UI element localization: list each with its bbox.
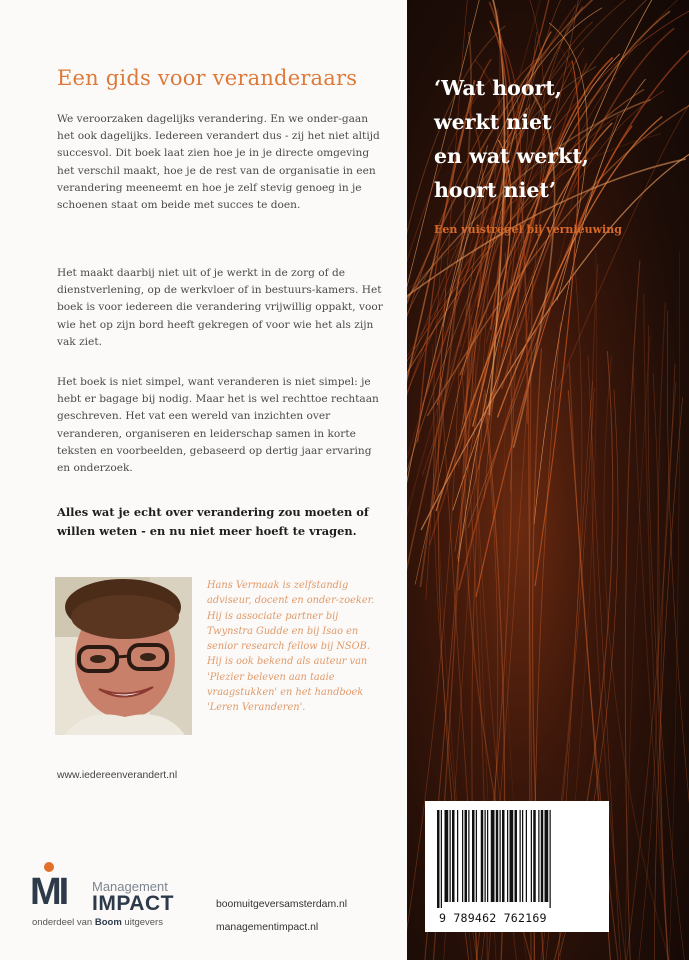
logo-tagline-suffix: uitgevers bbox=[124, 917, 163, 928]
barcode-bar bbox=[457, 810, 458, 902]
barcode-bar bbox=[462, 810, 463, 902]
barcode-bar bbox=[485, 810, 486, 902]
barcode-bar bbox=[545, 810, 549, 902]
barcode-bar bbox=[500, 810, 501, 902]
cover-quote bbox=[434, 71, 589, 207]
barcode-bar bbox=[496, 810, 499, 902]
logo-tagline bbox=[32, 917, 163, 928]
barcode-bar bbox=[515, 810, 518, 902]
barcode-bar bbox=[452, 810, 455, 902]
closing-statement: Alles wat je echt over verandering zou moeten of willen weten - en nu niet meer hoeft te vragen. bbox=[57, 505, 369, 538]
paragraph-approach: Het boek is niet simpel, want veranderen is niet simpel: je hebt er bagage bij nodig. Maar het is wel rechttoe rechtaan geschreven. Het vat een wereld van inzichten over veranderen, organiseren en leiderschap samen in korte teksten en voorbeelden, gebaseerd op dertig jaar ervaring en onderzoek. bbox=[57, 376, 379, 475]
publisher-url-boom[interactable]: boomuitgeversamsterdam.nl bbox=[216, 899, 348, 910]
barcode-bar bbox=[526, 810, 527, 902]
barcode-bar bbox=[445, 810, 449, 902]
logo-word-impact: IMPACT bbox=[92, 892, 174, 915]
barcode-bar bbox=[533, 810, 536, 902]
publisher-url-mi[interactable]: managementimpact.nl bbox=[216, 922, 319, 933]
barcode-bar bbox=[522, 810, 523, 902]
barcode-bar bbox=[468, 810, 469, 902]
barcode-bar bbox=[481, 810, 484, 902]
quote-line-1: ‘Wat hoort, bbox=[434, 76, 562, 100]
spark-trail bbox=[667, 311, 689, 960]
barcode-bar bbox=[550, 810, 551, 908]
barcode-bar bbox=[541, 810, 544, 902]
barcode-bar bbox=[507, 810, 508, 902]
logo-tagline-brand: Boom bbox=[94, 917, 122, 928]
barcode-bar bbox=[538, 810, 539, 902]
barcode-bar bbox=[476, 810, 477, 902]
quote-line-3: en wat werkt, bbox=[434, 144, 589, 168]
barcode-bar bbox=[487, 810, 488, 902]
spark-trail bbox=[669, 251, 679, 960]
quote-line-4: hoort niet’ bbox=[434, 178, 556, 202]
quote-subtitle: Een vuistregel bij vernieuwing bbox=[434, 223, 622, 236]
barcode-bar bbox=[510, 810, 514, 902]
author-bio: Hans Vermaak is zelfstandig adviseur, docent en onder-zoeker. Hij is associate partner bij Twynstra Gudde en bij Isao en senior research fellow bij NSOB. Hij is ook bekend als auteur van 'Plezier beleven aan taaie vraagstukken' en het handboek 'Leren Veranderen'. bbox=[207, 580, 375, 714]
spark-trail bbox=[639, 374, 659, 960]
isbn-number: 9 789462 762169 bbox=[439, 911, 547, 925]
website-link[interactable]: www.iedereenverandert.nl bbox=[57, 770, 178, 781]
logo-letters: MI bbox=[30, 871, 67, 913]
author-photo bbox=[55, 577, 192, 735]
spark-trail bbox=[648, 326, 684, 960]
management-impact-logo bbox=[30, 862, 210, 932]
logo-word-management: Management bbox=[92, 879, 168, 894]
paragraph-audience: Het maakt daarbij niet uit of je werkt in de zorg of de dienstverlening, op de werkvloer of in bestuurs-kamers. Het boek is voor iedereen die verandering vrijwillig oppakt, voor wie het op zijn bord heeft gekregen of voor wie het als zijn vak ziet. bbox=[57, 267, 383, 348]
barcode-bar bbox=[531, 810, 532, 902]
isbn-barcode bbox=[425, 801, 609, 932]
barcode-bar bbox=[450, 810, 451, 902]
paragraph-intro: We veroorzaken dagelijks verandering. En we onder-gaan het ook dagelijks. Iedereen verandert dus - zij het niet altijd succesvol. Dit boek laat zien hoe je in je directe omgeving het verschil maakt, hoe je de rest van de organisatie in een verandering meeneemt en hoe je zelf stevig genoeg in je schoenen staat om beide met succes te doen. bbox=[57, 113, 380, 212]
section-heading: Een gids voor veranderaars bbox=[57, 66, 358, 90]
spark-trail bbox=[626, 363, 675, 960]
barcode-bar bbox=[437, 810, 440, 908]
barcode-bars bbox=[437, 810, 597, 910]
barcode-bar bbox=[465, 810, 468, 902]
barcode-bar bbox=[502, 810, 505, 902]
barcode-bar bbox=[441, 810, 442, 908]
logo-tagline-prefix: onderdeel van bbox=[32, 917, 93, 928]
barcode-bar bbox=[491, 810, 495, 902]
quote-line-2: werkt niet bbox=[434, 110, 552, 134]
barcode-bar bbox=[520, 810, 521, 902]
barcode-bar bbox=[472, 810, 475, 902]
